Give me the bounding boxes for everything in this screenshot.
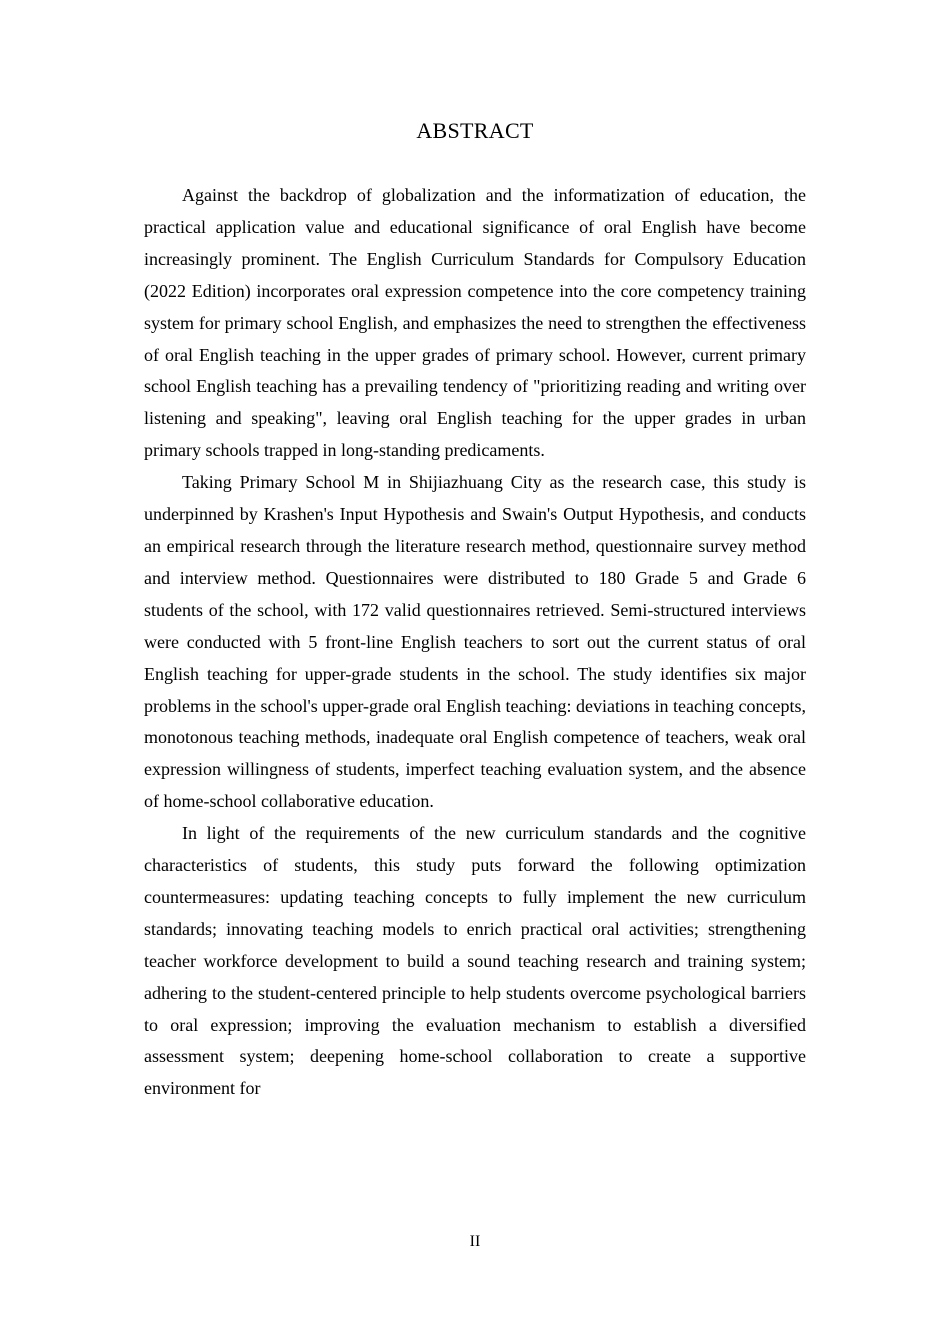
abstract-paragraph-1: Against the backdrop of globalization and the informatization of education, the practical application value and educational significance of oral English have become increasingly prominent. The English Curriculum Standards for Compulsory Education (2022 Edition) incorporates oral expression competence into the core competency training system for primary school English, and emphasizes the need to strengthen the effectiveness of oral English teaching in the upper grades of primary school. However, current primary school English teaching has a prevailing tendency of "prioritizing reading and writing over listening and speaking", leaving oral English teaching for the upper grades in urban primary schools trapped in long-standing predicaments. <box>144 185 806 461</box>
abstract-body <box>144 180 806 1105</box>
abstract-paragraph-2: Taking Primary School M in Shijiazhuang City as the research case, this study is underpinned by Krashen's Input Hypothesis and Swain's Output Hypothesis, and conducts an empirical research through the literature research method, questionnaire survey method and interview method. Questionnaires were distributed to 180 Grade 5 and Grade 6 students of the school, with 172 valid questionnaires retrieved. Semi-structured interviews were conducted with 5 front-line English teachers to sort out the current status of oral English teaching for upper-grade students in the school. The study identifies six major problems in the school's upper-grade oral English teaching: deviations in teaching concepts, monotonous teaching methods, inadequate oral English competence of teachers, weak oral expression willingness of students, imperfect teaching evaluation system, and the absence of home-school collaborative education. <box>144 472 806 812</box>
page-number: II <box>469 1233 481 1250</box>
page-title: ABSTRACT <box>416 118 534 143</box>
abstract-paragraph-3: In light of the requirements of the new curriculum standards and the cognitive characteristics of students, this study puts forward the following optimization countermeasures: updating teaching concepts to fully implement the new curriculum standards; innovating teaching models to enrich practical oral activities; strengthening teacher workforce development to build a sound teaching research and training system; adhering to the student-centered principle to help students overcome psychological barriers to oral expression; improving the evaluation mechanism to establish a diversified assessment system; deepening home-school collaboration to create a supportive environment for <box>144 823 806 1099</box>
